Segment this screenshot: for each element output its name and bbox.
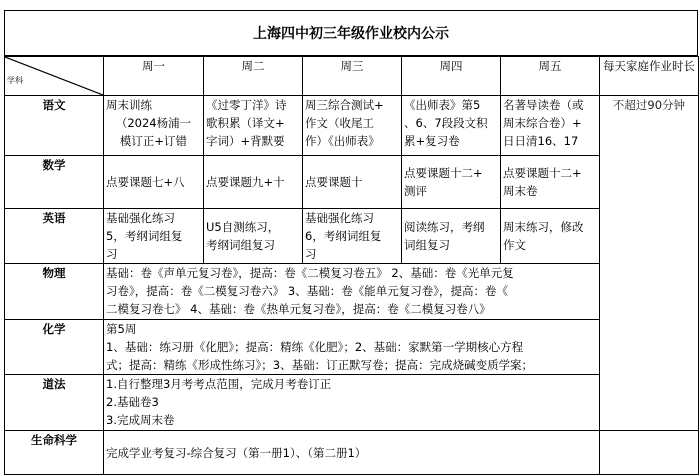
homework-table <box>4 56 699 475</box>
cell-line: 完成学业考复习-综合复习（第一册1）、（第二册1） <box>106 445 367 460</box>
day-header-mon: 周一 <box>104 57 204 96</box>
subject-yuwen: 语文 <box>5 96 104 156</box>
cell-line: 《出师表》第5 <box>404 98 481 112</box>
cell-huaxue-week[interactable] <box>104 320 600 375</box>
cell-line: 5，考纲词组复 <box>106 229 183 243</box>
cell-line: （2024杨浦一 <box>115 116 192 130</box>
day-header-thu: 周四 <box>402 57 501 96</box>
cell-line: 日日清16、17 <box>503 134 579 148</box>
cell-line: 1.自行整理3月考考点范围，完成月考卷订正 <box>106 377 332 391</box>
row-daofa <box>5 375 699 431</box>
cell-line: 字词）+背默要 <box>206 134 285 148</box>
cell-line: 基础：卷《声单元复习卷》，提高：卷《二模复习卷五》 2、基础：卷《光单元复 <box>106 266 514 280</box>
subject-huaxue: 化学 <box>5 320 104 375</box>
cell-line: 周末练习，修改 <box>503 220 584 234</box>
cell-yingyu-fri[interactable] <box>501 209 600 264</box>
cell-line: 作文（收尾工 <box>305 116 374 130</box>
subject-daofa: 道法 <box>5 375 104 431</box>
row-shuxue <box>5 156 699 209</box>
cell-line: 点要课题七+八 <box>106 175 185 189</box>
cell-line: 考纲词组复习 <box>206 238 275 252</box>
cell-line: 名著导读卷（或 <box>503 98 584 112</box>
duration-cell[interactable] <box>600 96 699 431</box>
duration-header: 每天家庭作业时长 <box>600 57 699 96</box>
day-header-wed: 周三 <box>303 57 402 96</box>
cell-yingyu-wed[interactable] <box>303 209 402 264</box>
cell-yuwen-thu[interactable] <box>402 96 501 156</box>
cell-line: 基础强化练习 <box>305 211 374 225</box>
cell-line: 习卷》，提高：卷《二模复习卷六》 3、基础：卷《能单元复习卷》，提高：卷《 <box>106 284 508 298</box>
cell-yuwen-tue[interactable] <box>204 96 303 156</box>
cell-line: 《过零丁洋》诗 <box>206 98 287 112</box>
cell-yuwen-mon[interactable] <box>104 96 204 156</box>
day-header-tue: 周二 <box>204 57 303 96</box>
cell-line: 、6、7段段文积 <box>404 116 488 130</box>
duration-empty-cell <box>600 431 699 475</box>
cell-line: 习 <box>305 247 317 261</box>
day-header-fri: 周五 <box>501 57 600 96</box>
row-yingyu <box>5 209 699 264</box>
cell-line: 习 <box>106 247 118 261</box>
cell-line: 式；提高：精练《形成性练习》；3、基础：订正默写卷；提高：完成烧碱变质学案； <box>106 358 534 372</box>
cell-shuxue-thu[interactable] <box>402 156 501 209</box>
cell-line: 基础强化练习 <box>106 211 175 225</box>
cell-line: 3.完成周末卷 <box>106 413 175 427</box>
cell-shuxue-wed[interactable] <box>303 156 402 209</box>
cell-line: 点要课题十 <box>305 175 363 189</box>
row-huaxue <box>5 320 699 375</box>
cell-shuxue-mon[interactable] <box>104 156 204 209</box>
cell-line: 6，考纲词组复 <box>305 229 382 243</box>
cell-yuwen-fri[interactable] <box>501 96 600 156</box>
cell-line: 点要课题九+十 <box>206 175 285 189</box>
cell-line: 周三综合测试+ <box>305 98 384 112</box>
cell-line: 点要课题十二+ <box>503 166 582 180</box>
cell-line: 歌积累（译文+ <box>206 116 285 130</box>
cell-line: 模订正+订错 <box>119 134 188 148</box>
cell-daofa-week[interactable] <box>104 375 600 431</box>
cell-wuli-week[interactable] <box>104 264 600 320</box>
cell-line: 1、基础：练习册《化肥》；提高：精练《化肥》；2、基础：家默第一学期核心方程 <box>106 340 524 354</box>
subject-yingyu: 英语 <box>5 209 104 264</box>
cell-line: 周末训练 <box>106 98 152 112</box>
cell-line: 第5周 <box>106 322 137 336</box>
cell-line: 2.基础卷3 <box>106 395 159 409</box>
cell-line: 测评 <box>404 184 427 198</box>
row-wuli <box>5 264 699 320</box>
cell-line: 点要课题十二+ <box>404 166 483 180</box>
corner-cell <box>5 57 104 96</box>
cell-yingyu-mon[interactable] <box>104 209 204 264</box>
cell-line: 累+复习卷 <box>404 134 460 148</box>
cell-line: 周末综合卷）+ <box>503 116 582 130</box>
duration-value: 不超过90分钟 <box>612 98 686 112</box>
subject-wuli: 物理 <box>5 264 104 320</box>
subject-shengming: 生命科学 <box>5 431 104 475</box>
page-title <box>4 10 698 56</box>
cell-line: 作）《出师表》 <box>305 134 380 148</box>
cell-shengming-week[interactable] <box>104 431 600 475</box>
cell-shuxue-tue[interactable] <box>204 156 303 209</box>
row-shengming <box>5 431 699 475</box>
cell-line: 二模复习卷七》 4、基础：卷《热单元复习卷》，提高：卷《二模复习卷八》 <box>106 302 491 316</box>
header-row <box>5 57 699 96</box>
cell-line: U5自测练习， <box>206 220 280 234</box>
cell-line: 周末卷 <box>503 184 538 198</box>
cell-yingyu-thu[interactable] <box>402 209 501 264</box>
row-yuwen <box>5 96 699 156</box>
cell-shuxue-fri[interactable] <box>501 156 600 209</box>
cell-line: 词组复习 <box>404 238 450 252</box>
cell-line: 作文 <box>503 238 526 252</box>
page-title-text: 上海四中初三年级作业校内公示 <box>253 26 449 42</box>
cell-yuwen-wed[interactable] <box>303 96 402 156</box>
subject-shuxue: 数学 <box>5 156 104 209</box>
cell-yingyu-tue[interactable] <box>204 209 303 264</box>
cell-line: 阅读练习，考纲 <box>404 220 485 234</box>
corner-label: 学科 <box>7 76 23 85</box>
